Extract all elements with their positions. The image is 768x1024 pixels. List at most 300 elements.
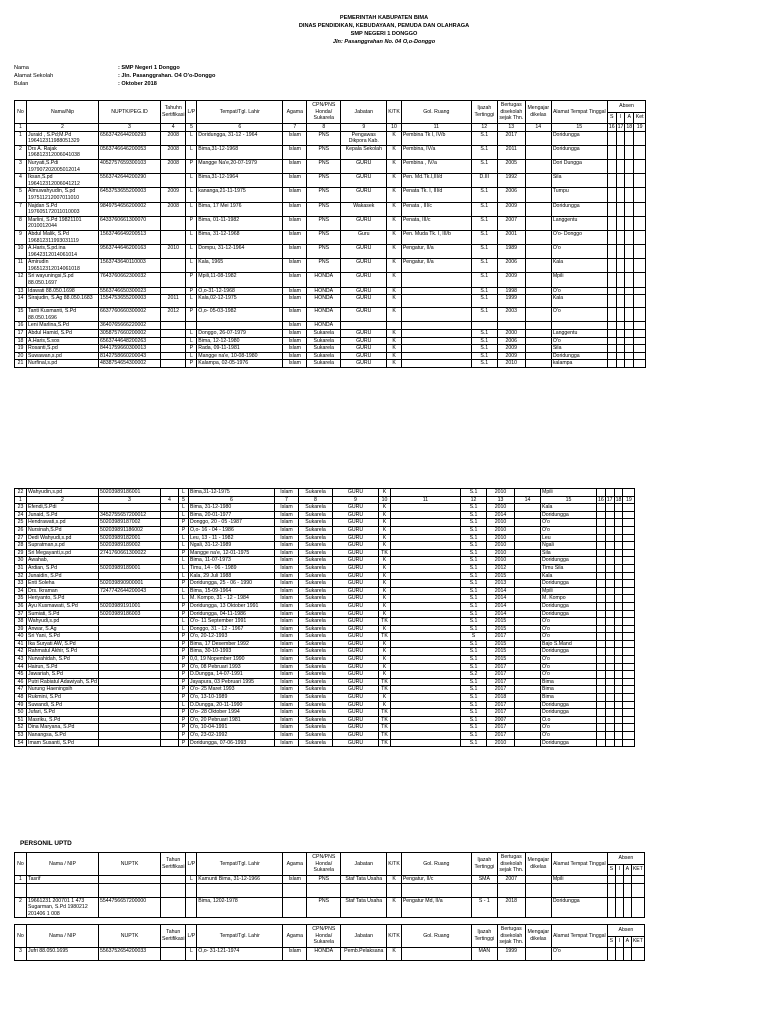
cell-agama: Islam [275,648,299,656]
spacer-cell [341,883,387,897]
uptd-header-absen-cell: KET [631,936,644,948]
cell-absen [607,337,616,345]
table-row [15,633,635,641]
cell-alamat: Doridungga [541,648,597,656]
cell-status: PNS [307,202,341,216]
cell-mengajar [515,511,541,519]
cell-absen [597,511,606,519]
table-row [15,337,646,345]
cell-ttl: Donggo, 26-07-1979 [197,330,283,338]
cell-ttl: O,o- 05-03-1982 [197,308,283,322]
cell-jabatan: GURU [333,587,379,595]
cell-nama: Sumiati, S.Pd [27,610,99,618]
cell-nama: Nuryati,S.Pdi 197907202005012014 [27,159,99,173]
cell-lp: L [186,295,197,308]
cell-status: Sukarela [299,595,333,603]
cell-nuptk: 1563743640110003 [99,259,161,273]
cell-absen [614,640,623,648]
cell-agama: Islam [283,245,307,259]
uptd-table [14,852,645,918]
cell-ktk: K [387,287,402,295]
cell-absen [614,618,623,626]
cell-alamat: Doridungga [541,580,597,588]
cell-ttl: 0,0, 19 Nopember 1990 [189,656,275,664]
cell-nuptk: 5563742644200290 [99,174,161,188]
cell-absen [605,716,614,724]
cell-ijazah: S.1 [471,295,497,308]
column-number: 5 [179,496,189,504]
cell-sertifikasi [161,709,179,717]
cell-nama: Najdan S.Pd 197605172011010003 [27,202,99,216]
cell-gol [401,308,471,322]
cell-ijazah: S.1 [461,701,487,709]
table-row [15,739,635,747]
cell-alamat: Kala [541,504,597,512]
cell-nuptk: 2741760661300022 [99,549,161,557]
cell-jabatan: GURU [341,188,387,202]
cell-nuptk: 3452755657200012 [99,511,161,519]
cell-absen [614,686,623,694]
cell-ttl: Mpili,11-08-1982 [197,273,283,287]
cell-absen [634,202,646,216]
cell-no: 47 [15,686,27,694]
cell-bertugas: 2003 [497,308,525,322]
cell-mengajar [525,360,551,368]
cell-mengajar [525,330,551,338]
cell-ktk: K [387,188,402,202]
cell-absen [615,897,623,918]
cell-jabatan: GURU [333,732,379,740]
cell-absen [616,188,625,202]
cell-nuptk [99,656,161,664]
cell-nama: Almuwahyudin, S.pd 197511212007011010 [27,188,99,202]
table-row [15,732,635,740]
cell-ijazah: S.1 [471,245,497,259]
cell-absen [614,511,623,519]
cell-jabatan: GURU [333,534,379,542]
section-title-uptd: PERSONIL UPTD [20,840,72,847]
uptd-header-cell: Bertugas disekolah sejak Thn. [497,853,525,876]
cell-mengajar [525,295,551,308]
cell-nama: Iksan,S.pd 196412312006041212 [27,174,99,188]
cell-absen [634,345,646,353]
cell-sertifikasi [161,716,179,724]
cell-absen [605,618,614,626]
cell-absen [605,602,614,610]
cell-ktk: K [387,245,402,259]
spacer-cell [15,883,27,897]
cell-status: HONDA [307,295,341,308]
cell-agama: Islam [283,330,307,338]
cell-sertifikasi [161,602,179,610]
cell-ijazah: S.2 [461,671,487,679]
cell-lp: L [186,259,197,273]
cell-agama: Islam [275,618,299,626]
cell-absen [605,610,614,618]
cell-nama: Anwar, S.Ag [27,625,99,633]
cell-gol [391,602,461,610]
cell-mengajar [525,145,551,159]
cell-ttl: O'o, 20 Pebruari 1981 [189,716,275,724]
cell-gol [391,526,461,534]
cell-mengajar [515,701,541,709]
cell-status: Sukarela [299,618,333,626]
header-line-4: Jln: Pasanggrahan No. 04 O,o-Donggo [332,39,436,45]
cell-alamat: Doridungga [541,610,597,618]
cell-absen [614,625,623,633]
column-number: 1 [15,124,27,132]
table-row [15,618,635,626]
cell-absen [625,131,634,145]
cell-absen [597,572,606,580]
cell-ktk: K [387,202,402,216]
cell-nama: Rukmini, S.Pd [27,694,99,702]
table-row [15,519,635,527]
cell-gol: Pengatur Md, II/a [401,897,471,918]
uptd-header-absen: Absen [607,853,644,865]
cell-sertifikasi [161,618,179,626]
cell-gol [391,557,461,565]
cell-ijazah: D.III [471,174,497,188]
table-row [15,202,646,216]
table-row [15,273,646,287]
cell-nama: Junaidin, S.Pd [27,572,99,580]
cell-sertifikasi [161,610,179,618]
spacer-cell [615,883,623,897]
cell-jabatan: GURU [333,656,379,664]
cell-nuptk: 5563746650300023 [99,287,161,295]
cell-nuptk: 50203989189001 [99,564,161,572]
cell-nama: Juraid , S.Pd;M.Pd 196412311988051329 [27,131,99,145]
cell-absen [625,287,634,295]
cell-ijazah: S.1 [471,345,497,353]
cell-ttl: Kala, 29 Juli 1988 [189,572,275,580]
cell-status: PNS [307,145,341,159]
cell-agama: Islam [275,686,299,694]
cell-sertifikasi [161,230,186,244]
cell-gol [391,618,461,626]
cell-lp: P [179,656,189,664]
cell-absen [605,633,614,641]
cell-absen [607,188,616,202]
column-number: 7 [283,124,307,132]
cell-absen [605,504,614,512]
cell-nuptk: 6433760661300070 [99,216,161,230]
cell-gol [391,625,461,633]
cell-lp: L [186,948,197,961]
cell-ktk: K [379,595,391,603]
cell-sertifikasi [161,174,186,188]
cell-nama: Nanangsa, S.Pd [27,732,99,740]
cell-sertifikasi [161,542,179,550]
cell-bertugas: 2001 [497,230,525,244]
cell-nuptk [99,640,161,648]
cell-sertifikasi: 2008 [161,145,186,159]
cell-status: PNS [307,259,341,273]
cell-no: 3 [15,159,27,173]
cell-jabatan: Staf Tata Usaha [341,897,387,918]
cell-no: 20 [15,352,27,360]
cell-lp: L [179,572,189,580]
cell-gol [391,511,461,519]
cell-absen [623,678,635,686]
cell-mengajar [525,352,551,360]
cell-ttl: Mangge na'e, 12-01-1975 [189,549,275,557]
cell-no: 2 [15,145,27,159]
cell-lp: L [179,504,189,512]
cell-absen [616,216,625,230]
cell-lp [186,322,197,330]
cell-ttl: Mangge Na'e,20-07-1979 [197,159,283,173]
cell-agama: Islam [275,526,299,534]
cell-absen [597,489,606,497]
cell-jabatan: GURU [333,572,379,580]
cell-absen [597,580,606,588]
cell-bertugas: 2007 [497,876,525,884]
cell-lp: P [186,216,197,230]
cell-nuptk: 3058757660200002 [99,330,161,338]
cell-nama: Masriku, S.Pd [27,716,99,724]
table-row [15,686,635,694]
cell-absen [614,678,623,686]
cell-status: PNS [307,245,341,259]
cell-status: Sukarela [299,602,333,610]
cell-gol [391,739,461,747]
cell-mengajar [515,542,541,550]
cell-gol [391,542,461,550]
cell-absen [607,330,616,338]
cell-gol: Pembina Tk I, IV/b [401,131,471,145]
cell-absen [597,542,606,550]
cell-status: HONDA [307,322,341,330]
cell-ktk: K [387,337,402,345]
cell-nama: Suwandi, S.Pd [27,701,99,709]
cell-lp: L [186,188,197,202]
cell-sertifikasi [161,686,179,694]
cell-absen [597,618,606,626]
cell-status: Sukarela [299,671,333,679]
cell-absen [605,489,614,497]
cell-nama: Ardian, S.Pd [27,564,99,572]
cell-lp: P [179,663,189,671]
cell-absen [614,716,623,724]
cell-sertifikasi: 2011 [161,295,186,308]
cell-absen [615,948,623,961]
cell-bertugas: 2009 [497,202,525,216]
cell-gol [391,671,461,679]
cell-jabatan: GURU [333,648,379,656]
cell-alamat: Sila [551,174,607,188]
cell-ttl: O,o- 31-121-1974 [197,948,283,961]
cell-status: Sukarela [299,656,333,664]
cell-absen [623,504,635,512]
cell-gol [401,352,471,360]
cell-no: 29 [15,549,27,557]
uptd-header-cell: K/TK [387,853,402,876]
cell-no: 26 [15,526,27,534]
cell-status: Sukarela [307,337,341,345]
cell-nama: Sri Yani, S.Pd [27,633,99,641]
cell-absen [614,610,623,618]
column-number: 10 [379,496,391,504]
cell-absen [607,345,616,353]
cell-absen [607,259,616,273]
cell-jabatan: GURU [333,519,379,527]
table-row [15,259,646,273]
column-number: 12 [471,124,497,132]
header-lp: L/P [186,101,197,124]
cell-absen [607,360,616,368]
cell-absen [623,648,635,656]
cell-absen [623,557,635,565]
cell-mengajar [515,504,541,512]
cell-sertifikasi [161,897,186,918]
cell-agama: Islam [275,663,299,671]
header-line-2: DINAS PENDIDIKAN, KEBUDAYAAN, PEMUDA DAN OLAHRAGA [298,23,470,29]
cell-bertugas: 2012 [487,564,515,572]
cell-sertifikasi [161,595,179,603]
cell-bertugas: 2017 [487,686,515,694]
cell-alamat: Doridungga [541,602,597,610]
cell-no: 7 [15,202,27,216]
cell-status: Sukarela [299,724,333,732]
cell-ktk: K [387,360,402,368]
cell-absen [597,640,606,648]
cell-absen [634,188,646,202]
cell-sertifikasi [161,633,179,641]
cell-ijazah: S.1 [461,648,487,656]
cell-alamat: Bima [541,678,597,686]
table-row [15,549,635,557]
cell-gol [391,587,461,595]
column-number: 1 [15,496,27,504]
cell-absen [607,308,616,322]
cell-nuptk [99,633,161,641]
cell-nama: Leni Marlina,S.Pd [27,322,99,330]
cell-absen [614,663,623,671]
cell-absen [607,876,615,884]
cell-nuptk [99,739,161,747]
cell-status: Sukarela [299,716,333,724]
cell-no: 52 [15,724,27,732]
cell-alamat: Dori Dungga [551,159,607,173]
cell-alamat: O'o [551,287,607,295]
cell-alamat: O'o [541,671,597,679]
cell-absen [634,259,646,273]
cell-no: 18 [15,337,27,345]
cell-absen [615,876,623,884]
cell-ktk: K [387,308,402,322]
cell-jabatan: GURU [333,739,379,747]
cell-status: Sukarela [299,663,333,671]
cell-lp: P [179,709,189,717]
cell-agama: Islam [283,230,307,244]
cell-ttl: Bima,31-12-1968 [197,145,283,159]
cell-sertifikasi [161,360,186,368]
cell-lp: P [179,610,189,618]
cell-absen [634,131,646,145]
cell-absen [616,287,625,295]
cell-jabatan: GURU [333,580,379,588]
cell-jabatan: Kepala Sekolah [341,145,387,159]
cell-bertugas: 2010 [487,549,515,557]
uptd-header-cell: Tahun Sertifikasi [161,925,186,948]
table-row [15,542,635,550]
cell-alamat: O'o [541,633,597,641]
cell-agama: Islam [275,701,299,709]
cell-absen [625,295,634,308]
cell-nuptk [99,709,161,717]
table-row [15,876,645,884]
cell-agama: Islam [275,542,299,550]
cell-lp: P [179,580,189,588]
cell-mengajar [525,322,551,330]
cell-mengajar [515,716,541,724]
cell-nama: Hairun, S.Pd [27,663,99,671]
cell-sertifikasi: 2010 [161,245,186,259]
cell-absen [597,648,606,656]
cell-agama: Islam [275,602,299,610]
cell-absen [623,625,635,633]
cell-lp [186,897,197,918]
cell-absen [597,709,606,717]
cell-absen [634,273,646,287]
header-absen-s: S [607,112,616,124]
cell-absen [607,352,616,360]
cell-status: Sukarela [299,625,333,633]
cell-sertifikasi [161,259,186,273]
cell-ijazah: S.1 [461,732,487,740]
cell-mengajar [515,587,541,595]
cell-ijazah: S.1 [461,587,487,595]
cell-jabatan: Staf Tata Usaha [341,876,387,884]
cell-status: PNS [307,876,341,884]
cell-status: Sukarela [299,504,333,512]
cell-absen [623,542,635,550]
cell-absen [616,360,625,368]
table-row [15,188,646,202]
cell-nama: Putri Rabiatul Adawiyah, S.Pd [28,678,97,685]
cell-ijazah: S.1 [461,709,487,717]
cell-absen [605,625,614,633]
cell-jabatan: GURU [341,308,387,322]
cell-absen [607,273,616,287]
cell-mengajar [515,519,541,527]
cell-absen [634,145,646,159]
cell-lp: L [179,511,189,519]
cell-sertifikasi [161,678,179,686]
cell-absen [597,549,606,557]
cell-no: 49 [15,701,27,709]
cell-nuptk [99,663,161,671]
cell-ijazah: S.1 [471,273,497,287]
cell-ktk: K [387,159,402,173]
cell-no: 17 [15,330,27,338]
cell-absen [623,694,635,702]
cell-ttl: Bima, 11-07-1973 [189,557,275,565]
cell-lp: L [186,145,197,159]
cell-mengajar [515,732,541,740]
cell-status: Sukarela [299,640,333,648]
column-number: 3 [99,124,161,132]
cell-ijazah: S.1 [461,716,487,724]
cell-ktk: TK [379,716,391,724]
cell-mengajar [525,131,551,145]
meta-bulan-value: : Oktober 2018 [118,81,157,87]
table-row [15,216,646,230]
uptd-header-absen: Absen [607,925,644,937]
cell-ttl: O'o, 13-10-1989 [189,694,275,702]
